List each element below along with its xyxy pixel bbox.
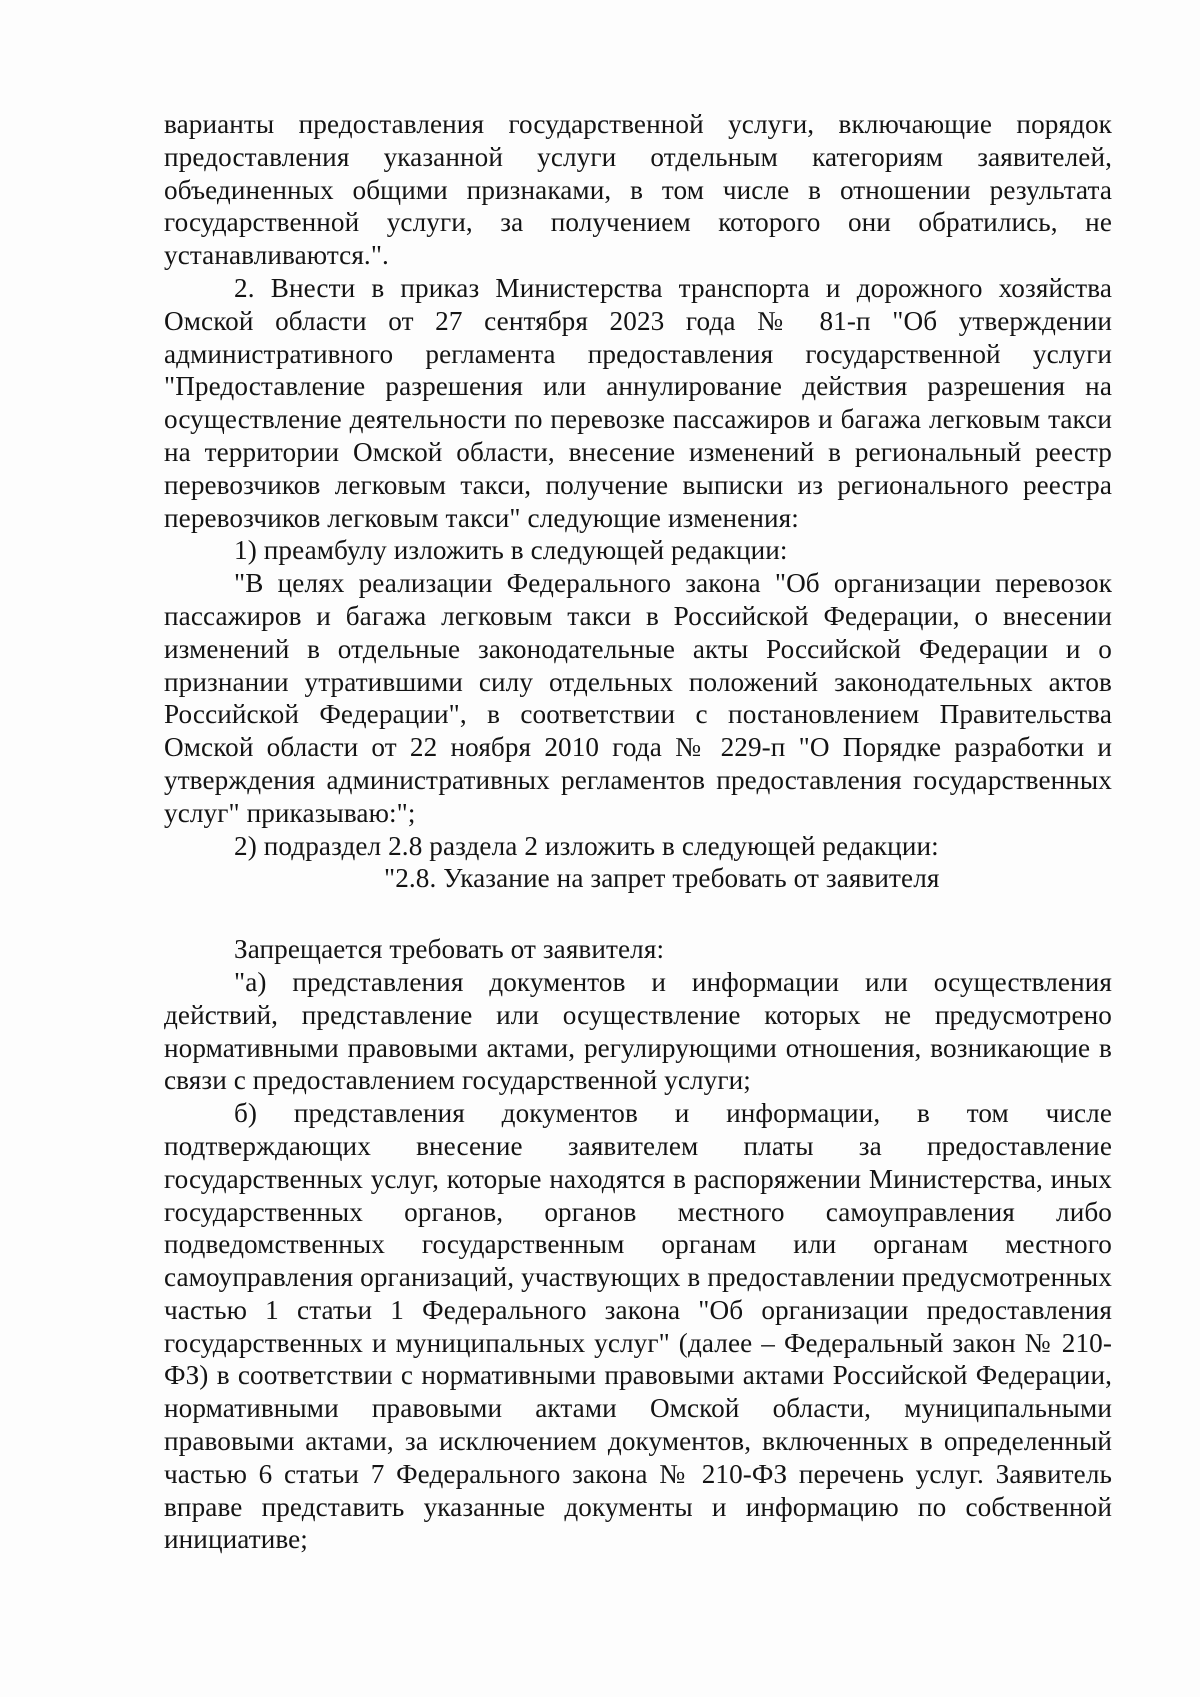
paragraph-prohibition-intro: Запрещается требовать от заявителя: (234, 934, 665, 965)
paragraph-point-b: б) представления документов и информации, в том числе подтверждающих внесение заявителем платы за предоставление государственных услуг, которые находятся в распоряжении Министерства, иных государственных органов, органов местного самоуправления либо подведомственных государственным органам или органам местного самоуправления организаций, участвующих в предоставлении предусмотренных частью 1 статьи 1 Федерального закона "Об организации предоставления государственных и муниципальных услуг" (далее – Федеральный закон № 210-ФЗ) в соответствии с нормативными правовыми актами Российской Федерации, нормативными правовыми актами Омской области, муниципальными правовыми актами, за исключением документов, включенных в определенный частью 6 статьи 7 Федерального закона № 210-ФЗ перечень услуг. Заявитель вправе представить указанные документы и информацию по собственной инициативе; (164, 1098, 1112, 1555)
paragraph-subitem-1: 1) преамбулу изложить в следующей редакции: (234, 535, 788, 566)
section-heading: "2.8. Указание на запрет требовать от заявителя (384, 863, 940, 894)
paragraph-preamble-text: "В целях реализации Федерального закона "Об организации перевозок пассажиров и багажа легковым такси в Российской Федерации, о внесении изменений в отдельные законодательные акты Российской Федерации и о признании утратившими силу отдельных положений законодательных актов Российской Федерации", в соответствии с постановлением Правительства Омской области от 22 ноября 2010 года № 229-п "О Порядке разработки и утверждения административных регламентов предоставления государственных услуг" приказываю:"; (164, 568, 1112, 828)
paragraph-point-a: "а) представления документов и информации или осуществления действий, представление или осуществление которых не предусмотрено нормативными правовыми актами, регулирующими отношения, возникающие в связи с предоставлением государственной услуги; (164, 966, 1112, 1096)
paragraph-subitem-2: 2) подраздел 2.8 раздела 2 изложить в следующей редакции: (234, 830, 939, 861)
paragraph-item-2: 2. Внести в приказ Министерства транспорта и дорожного хозяйства Омской области от 27 сентября 2023 года № 81-п "Об утверждении административного регламента предоставления государственной услуги "Предоставление разрешения или аннулирование действия разрешения на осуществление деятельности по перевозке пассажиров и багажа легковым такси на территории Омской области, внесение изменений в региональный реестр перевозчиков легковым такси, получение выписки из регионального реестра перевозчиков легковым такси" следующие изменения: (164, 272, 1112, 533)
document-body (164, 108, 1112, 1556)
paragraph-continuation: варианты предоставления государственной услуги, включающие порядок предоставления указанной услуги отдельным категориям заявителей, объединенных общими признаками, в том числе в отношении результата государственной услуги, за получением которого они обратились, не устанавливаются.". (164, 109, 1112, 271)
